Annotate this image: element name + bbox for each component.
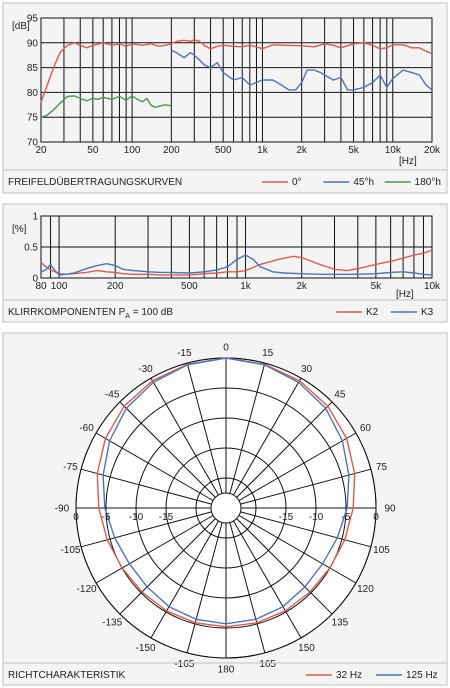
x-tick-label: 20 [35, 145, 47, 156]
polar-title: RICHTCHARAKTERISTIK [8, 670, 126, 681]
y-tick-label: 0 [32, 273, 38, 285]
ring-label-right: 0 [373, 512, 379, 523]
angle-label: 15 [262, 347, 274, 359]
angle-label: 165 [259, 659, 277, 671]
angle-label: -150 [135, 642, 156, 654]
angle-label: -165 [174, 659, 195, 671]
x-tick-label: 20k [423, 145, 441, 156]
x-tick-label: 200 [162, 145, 180, 156]
legend-label: 125 Hz [406, 670, 438, 681]
distortion-title-tail: = 100 dB [129, 307, 174, 318]
angle-label: 120 [357, 584, 374, 595]
angle-label: -15 [177, 347, 192, 359]
angle-label: -135 [102, 617, 123, 629]
legend-label: K2 [366, 307, 379, 318]
x-tick-label: 100 [50, 281, 68, 292]
distortion-ylabel: [%] [12, 224, 27, 235]
ring-label-right: -15 [278, 512, 294, 523]
y-tick-label: 0.5 [24, 242, 38, 254]
angle-label: 135 [331, 617, 349, 629]
angle-label: -120 [76, 584, 97, 595]
frequency-response-panel [3, 3, 447, 193]
x-tick-label: 1k [257, 145, 268, 156]
frequency-response-xunit: [Hz] [399, 156, 417, 167]
ring-label-left: -5 [101, 512, 111, 523]
angle-label: 75 [375, 461, 388, 473]
legend-label: 32 Hz [336, 670, 363, 681]
distortion-title-subscript: A [125, 313, 130, 320]
angle-label: 105 [373, 545, 390, 557]
x-tick-label: 2k [296, 281, 307, 292]
polar-grid [76, 358, 376, 658]
y-tick-label: 95 [26, 13, 38, 25]
frequency-response-title: FREIFELDÜBERTRAGUNGSKURVEN [8, 177, 183, 188]
legend-label: 45°h [353, 177, 375, 188]
angle-label: 30 [300, 364, 313, 376]
angle-label: 90 [384, 503, 396, 515]
angle-label: -75 [63, 461, 78, 473]
x-tick-label: 10k [423, 281, 441, 292]
ring-label-left: -15 [158, 512, 174, 523]
angle-label: 60 [359, 423, 371, 434]
y-tick-label: 70 [26, 137, 38, 149]
y-tick-label: 75 [26, 112, 38, 124]
y-tick-label: 1 [32, 211, 38, 223]
angle-label: -90 [54, 503, 70, 515]
x-tick-label: 500 [214, 145, 232, 156]
frequency-response-ylabel: [dB] [12, 21, 30, 32]
y-tick-label: 90 [26, 38, 38, 50]
distortion-panel [3, 204, 447, 322]
ring-label-right: -5 [341, 512, 351, 523]
x-tick-label: 80 [35, 281, 47, 292]
x-tick-label: 5k [370, 281, 382, 292]
x-tick-label: 1k [240, 281, 251, 292]
angle-label: -105 [60, 545, 81, 557]
ring-label-left: 0 [73, 512, 79, 523]
y-tick-label: 80 [26, 87, 38, 99]
angle-label: 150 [298, 642, 315, 654]
angle-label: -45 [104, 389, 120, 401]
distortion-title-main: KLIRRKOMPONENTEN P [8, 307, 126, 318]
x-tick-label: 100 [123, 145, 141, 156]
x-tick-label: 5k [348, 145, 359, 156]
x-tick-label: 50 [87, 145, 99, 156]
legend-label: 0° [292, 177, 302, 188]
legend-label: 180°h [414, 177, 441, 188]
polar-hub [211, 493, 241, 523]
polar-panel [3, 333, 447, 685]
distortion-xunit: [Hz] [396, 289, 414, 300]
angle-label: 0 [223, 342, 229, 354]
angle-label: 45 [334, 389, 346, 401]
legend-label: K3 [421, 307, 434, 318]
x-tick-label: 10k [384, 145, 401, 156]
angle-label: -60 [79, 423, 94, 434]
x-tick-label: 200 [106, 281, 124, 292]
ring-label-left: -10 [128, 512, 144, 523]
x-tick-label: 2k [296, 145, 307, 156]
ring-label-right: -10 [308, 512, 324, 523]
angle-label: 180 [217, 664, 235, 676]
x-tick-label: 500 [181, 281, 198, 292]
angle-label: -30 [138, 364, 153, 376]
y-tick-label: 85 [26, 63, 38, 75]
